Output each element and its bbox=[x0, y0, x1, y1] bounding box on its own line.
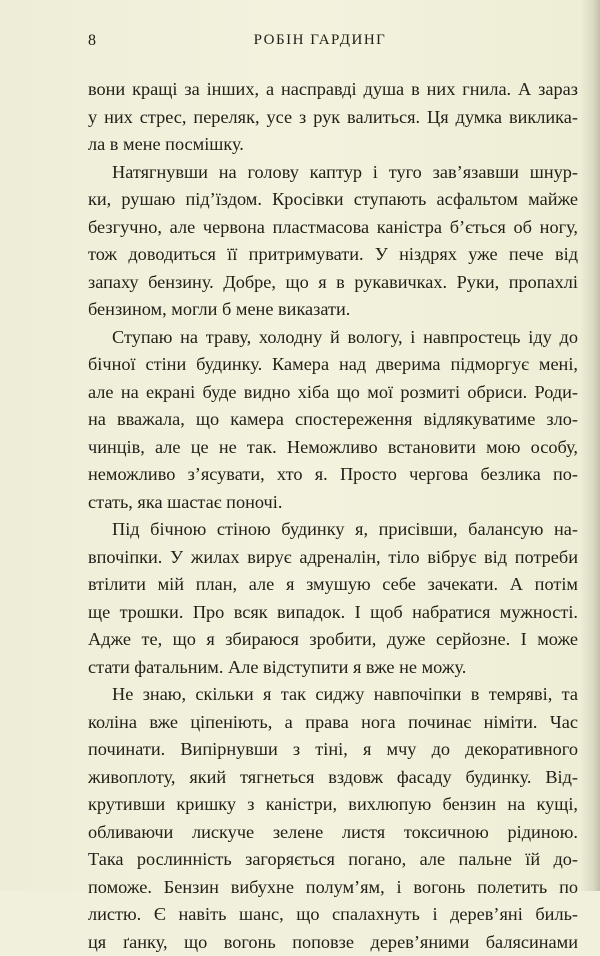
text-line: ця ґанку, що вогонь поповзе дерев’яними балясинами bbox=[88, 929, 578, 956]
text-line: Ступаю на траву, холодну й вологу, і навпростець іду до bbox=[88, 324, 578, 352]
text-line: починати. Випірнувши з тіні, я мчу до декоративного bbox=[88, 736, 578, 764]
text-line: бічної стіни будинку. Камера над дверима підморгує мені, bbox=[88, 351, 578, 379]
paragraph bbox=[88, 76, 578, 159]
text-line: живоплоту, який тягнеться вздовж фасаду будинку. Від- bbox=[88, 764, 578, 792]
text-line: ла в мене посмішку. bbox=[88, 131, 578, 159]
page-number: 8 bbox=[88, 32, 96, 50]
body-text bbox=[88, 76, 578, 956]
text-line: Під бічною стіною будинку я, присівши, балансую на- bbox=[88, 516, 578, 544]
text-line: крутивши кришку з каністри, вихлюпую бензин на кущі, bbox=[88, 791, 578, 819]
text-line: ки, рушаю під’їздом. Кросівки ступають асфальтом майже bbox=[88, 186, 578, 214]
text-line: Така рослинність загоряється погано, але пальне їй до- bbox=[88, 846, 578, 874]
text-line: стати фатальним. Але відступити я вже не можу. bbox=[88, 654, 578, 682]
text-line: втілити мій план, але я змушую себе зачекати. А потім bbox=[88, 571, 578, 599]
text-line: коліна вже ціпеніють, а права нога починає німіти. Час bbox=[88, 709, 578, 737]
text-line: на вважала, що камера спостереження відлякуватиме зло- bbox=[88, 406, 578, 434]
text-line: обливаючи лискуче зелене листя токсичною рідиною. bbox=[88, 819, 578, 847]
page-gutter-shadow bbox=[580, 0, 600, 891]
text-line: безгучно, але червона пластмасова каністра б’ється об ногу, bbox=[88, 214, 578, 242]
text-line: Адже те, що я збираюся зробити, дуже серйозне. І може bbox=[88, 626, 578, 654]
text-line: Натягнувши на голову каптур і туго зав’язавши шнур- bbox=[88, 159, 578, 187]
text-line: впочіпки. У жилах вирує адреналін, тіло вібрує від потреби bbox=[88, 544, 578, 572]
text-line: вони кращі за інших, а насправді душа в них гнила. А зараз bbox=[88, 76, 578, 104]
text-line: ще трошки. Про всяк випадок. І щоб набратися мужності. bbox=[88, 599, 578, 627]
paragraph bbox=[88, 324, 578, 517]
text-line: запаху бензину. Добре, що я в рукавичках. Руки, пропахлі bbox=[88, 269, 578, 297]
text-line: стать, яка шастає поночі. bbox=[88, 489, 578, 517]
text-line: тож доводиться її притримувати. У ніздрях уже пече від bbox=[88, 241, 578, 269]
text-line: чинців, але це не так. Неможливо встановити мою особу, bbox=[88, 434, 578, 462]
text-line: неможливо з’ясувати, хто я. Просто чергова безлика по- bbox=[88, 461, 578, 489]
page-header bbox=[88, 32, 552, 52]
paragraph bbox=[88, 516, 578, 681]
paragraph bbox=[88, 159, 578, 324]
paragraph bbox=[88, 681, 578, 956]
text-line: листю. Є навіть шанс, що спалахнуть і дерев’яні биль- bbox=[88, 901, 578, 929]
running-head: РОБІН ГАРДИНГ bbox=[88, 32, 552, 49]
text-line: поможе. Бензин вибухне полум’ям, і вогонь полетить по bbox=[88, 874, 578, 902]
text-line: у них стрес, переляк, усе з рук валиться. Ця думка виклика- bbox=[88, 104, 578, 132]
text-line: бензином, могли б мене виказати. bbox=[88, 296, 578, 324]
text-line: але на екрані буде видно хіба що мої розмиті обриси. Роди- bbox=[88, 379, 578, 407]
text-line: Не знаю, скільки я так сиджу навпочіпки в темряві, та bbox=[88, 681, 578, 709]
